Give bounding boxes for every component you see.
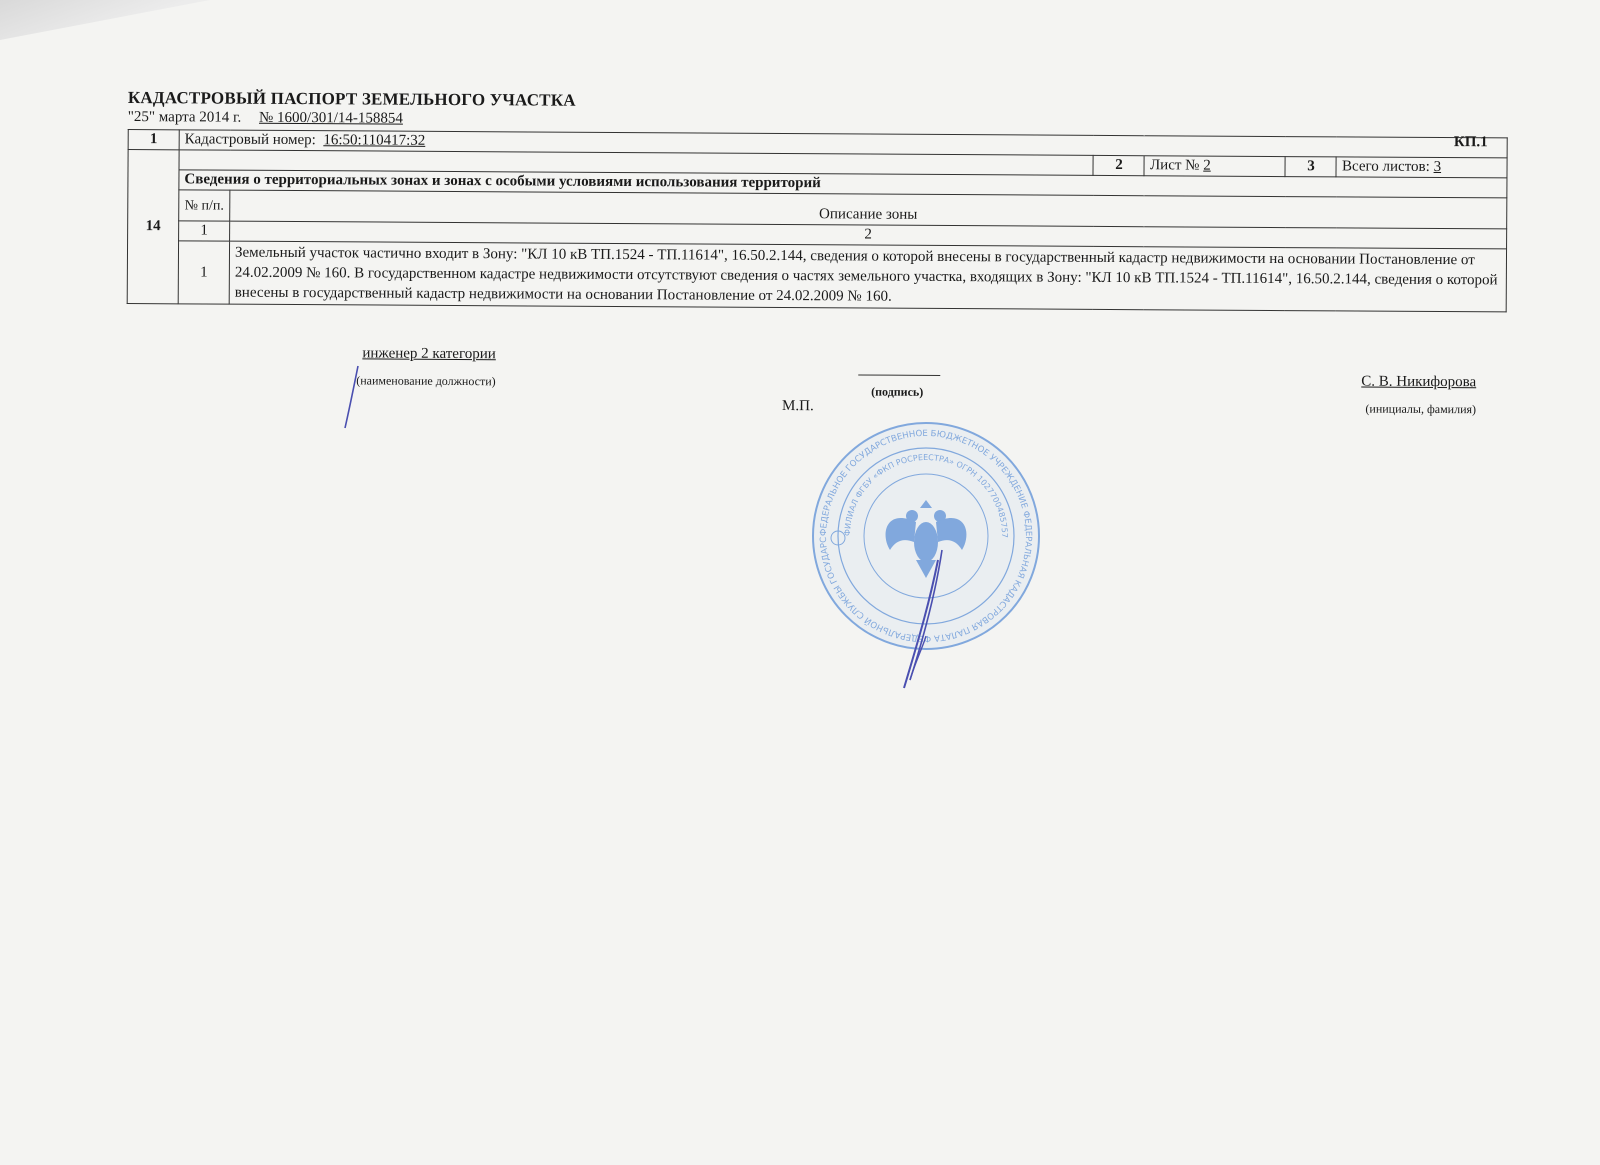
- sheet-col-number: 2: [1093, 155, 1144, 175]
- document-title: КАДАСТРОВЫЙ ПАСПОРТ ЗЕМЕЛЬНОГО УЧАСТКА: [127, 88, 576, 110]
- section-number: 14: [127, 150, 179, 304]
- table-row: [127, 241, 1506, 312]
- stamp-place-label: М.П.: [782, 398, 814, 415]
- sheet-label: Лист №: [1149, 157, 1200, 174]
- signer-caption: (инициалы, фамилия): [1365, 401, 1477, 417]
- signer-name: С. В. Никифорова: [1361, 373, 1477, 391]
- row-number: 1: [128, 130, 179, 150]
- svg-text:ФЕДЕРАЛЬНОЕ ГОСУДАРСТВЕННОЕ БЮ: ФЕДЕРАЛЬНОЕ ГОСУДАРСТВЕННОЕ БЮДЖЕТНОЕ УЧРЕЖДЕНИЕ ФЕДЕРАЛЬНАЯ КАДАСТРОВАЯ ПАЛАТА ФЕДЕРАЛЬНОЙ СЛУЖБЫ ГОСУДАРС: [818, 428, 1034, 644]
- document-number: № 1600/301/14-158854: [258, 109, 403, 127]
- section-title: Сведения о территориальных зонах и зонах с особыми условиями использования территорий: [179, 170, 1507, 198]
- column-index-2: 2: [230, 221, 1507, 249]
- svg-text:ФИЛИАЛ ФГБУ «ФКП РОСРЕЕСТРА» О: ФИЛИАЛ ФГБУ «ФКП РОСРЕЕСТРА» ОГРН 1027700485757: [842, 452, 1010, 538]
- column-index-1: 1: [179, 221, 230, 241]
- column-header-number: № п/п.: [179, 190, 230, 221]
- handwritten-signature: [880, 540, 960, 700]
- form-code: КП.1: [1453, 134, 1488, 151]
- signer-position: инженер 2 категории: [362, 345, 496, 363]
- signature-caption: (подпись): [871, 384, 924, 399]
- scan-shadow: [0, 0, 210, 40]
- cadastral-number: 16:50:110417:32: [323, 132, 426, 149]
- total-cell: [1336, 157, 1507, 178]
- zone-row-number: 1: [178, 241, 229, 304]
- total-col-number: 3: [1285, 157, 1336, 177]
- zone-description: Земельный участок частично входит в Зону: "КЛ 10 кВ ТП.1524 - ТП.11614", 16.50.2.144, сведения о которой внесены в государственный кадастр недвижимости на основании Постановление от 24.02.2009 № 160. В государственном кадастре недвижимости отсутствуют сведения о частях земельного участка, входящих в Зону: "КЛ 10 кВ ТП.1524 - ТП.11614", 16.50.2.144, сведения о которой внесены в государственный кадастр недвижимости на основании Постановление от 24.02.2009 № 160.: [229, 241, 1506, 312]
- sheet-cell: [1144, 156, 1285, 177]
- total-label: Всего листов:: [1341, 158, 1430, 175]
- cadastral-label: Кадастровый номер:: [184, 131, 316, 149]
- signature-flourish: [342, 362, 362, 432]
- passport-table: [127, 129, 1508, 312]
- sheet-number: 2: [1203, 157, 1211, 174]
- column-header-description: Описание зоны: [230, 190, 1507, 229]
- signature-line: [858, 374, 940, 376]
- total-number: 3: [1433, 158, 1442, 176]
- document-date: "25" марта 2014 г.: [127, 108, 242, 126]
- position-caption: (наименование должности): [356, 373, 496, 389]
